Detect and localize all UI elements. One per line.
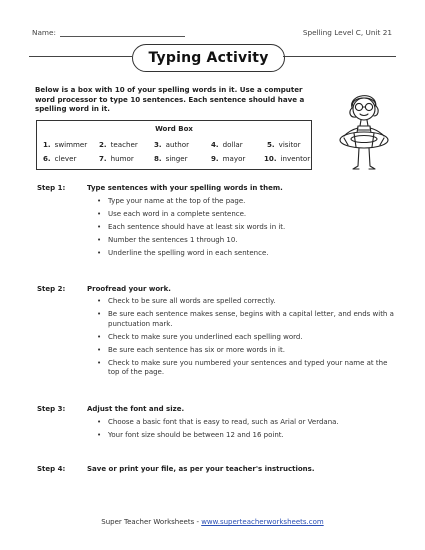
- word-number: 10.: [264, 154, 277, 163]
- word-text: visitor: [278, 140, 301, 149]
- step-1-label: Step 1:: [37, 184, 66, 192]
- footer-text: Super Teacher Worksheets -: [101, 518, 202, 526]
- bullet-item: • Each sentence should have at least six words in it.: [97, 223, 397, 233]
- word-text: inventor: [280, 154, 311, 163]
- step-4-title: Save or print your file, as per your teacher's instructions.: [87, 465, 315, 473]
- title-rule-left: [29, 56, 132, 57]
- word-box: [36, 120, 312, 170]
- step-2-title: Proofread your work.: [87, 285, 171, 293]
- word-number: 1.: [43, 140, 51, 149]
- word-item: [267, 140, 301, 149]
- word-text: singer: [165, 154, 188, 163]
- word-text: mayor: [222, 154, 246, 163]
- bullet-item: • Use each word in a complete sentence.: [97, 210, 397, 220]
- word-item: [43, 140, 87, 149]
- word-item: [211, 154, 245, 163]
- word-number: 7.: [99, 154, 107, 163]
- name-field: [32, 28, 185, 37]
- step-3-label: Step 3:: [37, 405, 66, 413]
- word-number: 9.: [211, 154, 219, 163]
- bullet-item: • Underline the spelling word in each sentence.: [97, 249, 397, 259]
- word-item: [99, 154, 134, 163]
- word-text: dollar: [222, 140, 243, 149]
- step-3-title: Adjust the font and size.: [87, 405, 185, 413]
- word-text: teacher: [110, 140, 138, 149]
- level-label: Spelling Level C, Unit 21: [302, 28, 392, 37]
- intro-text: Below is a box with 10 of your spelling words in it. Use a computer word processor to type 10 sentences. Each sentence should have a spelling word in it.: [35, 85, 305, 114]
- word-box-title: Word Box: [155, 125, 193, 133]
- step-1-bullets: [97, 197, 397, 262]
- bullet-item: • Be sure each sentence makes sense, begins with a capital letter, and ends with a punctuation mark.: [97, 310, 397, 329]
- word-text: swimmer: [54, 140, 88, 149]
- girl-swim-ring-illustration: [334, 86, 396, 174]
- bullet-item: • Number the sentences 1 through 10.: [97, 236, 397, 246]
- step-3-bullets: [97, 418, 397, 444]
- word-number: 5.: [267, 140, 275, 149]
- bullet-item: • Choose a basic font that is easy to read, such as Arial or Verdana.: [97, 418, 397, 428]
- bullet-item: • Check to be sure all words are spelled correctly.: [97, 297, 397, 307]
- title-rule-right: [283, 56, 396, 57]
- step-1-title: Type sentences with your spelling words in them.: [87, 184, 283, 192]
- word-number: 3.: [154, 140, 162, 149]
- footer-link[interactable]: www.superteacherworksheets.com: [201, 518, 324, 526]
- word-item: [154, 154, 188, 163]
- word-text: author: [165, 140, 190, 149]
- word-item: [264, 154, 310, 163]
- name-label: Name:: [32, 28, 56, 37]
- word-text: clever: [54, 154, 77, 163]
- word-text: humor: [110, 154, 134, 163]
- step-2-bullets: [97, 297, 397, 381]
- word-item: [154, 140, 189, 149]
- word-number: 8.: [154, 154, 162, 163]
- bullet-item: • Your font size should be between 12 and 16 point.: [97, 431, 397, 441]
- word-number: 6.: [43, 154, 51, 163]
- step-2-label: Step 2:: [37, 285, 66, 293]
- word-number: 4.: [211, 140, 219, 149]
- bullet-item: • Check to make sure you underlined each spelling word.: [97, 333, 397, 343]
- step-4-label: Step 4:: [37, 465, 66, 473]
- word-item: [99, 140, 138, 149]
- bullet-item: • Check to make sure you numbered your sentences and typed your name at the top of the page.: [97, 359, 397, 378]
- bullet-item: • Type your name at the top of the page.: [97, 197, 397, 207]
- word-item: [211, 140, 243, 149]
- page-title: Typing Activity: [132, 44, 285, 72]
- bullet-item: • Be sure each sentence has six or more words in it.: [97, 346, 397, 356]
- word-number: 2.: [99, 140, 107, 149]
- word-item: [43, 154, 76, 163]
- name-line: [60, 29, 185, 37]
- footer: [0, 518, 425, 526]
